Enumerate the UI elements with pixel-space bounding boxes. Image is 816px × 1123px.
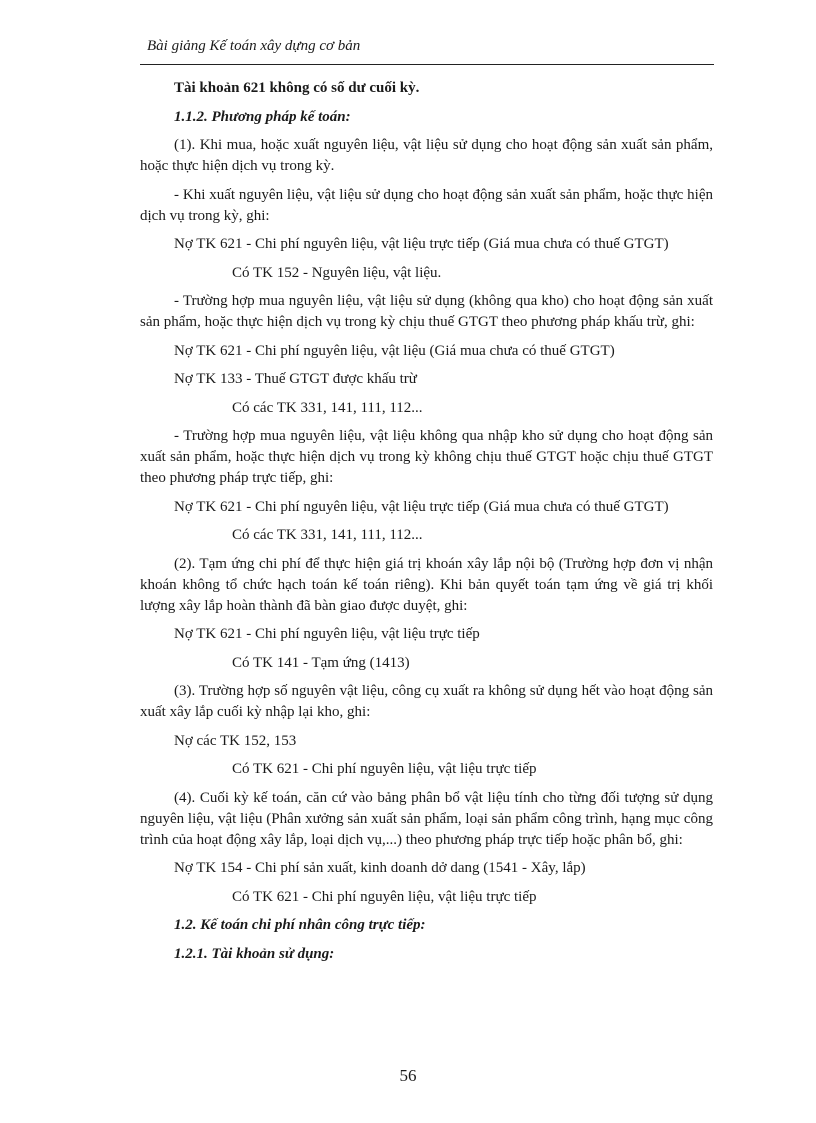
paragraph-account-621-no-balance: Tài khoản 621 không có số dư cuối kỳ. bbox=[174, 80, 420, 96]
running-header: Bài giảng Kế toán xây dựng cơ bản bbox=[147, 38, 361, 54]
entry-credit-cash-accounts: Có các TK 331, 141, 111, 112... bbox=[232, 527, 423, 543]
entry-debit-154: Nợ TK 154 - Chi phí sản xuất, kinh doanh dở dang (1541 - Xây, lắp) bbox=[174, 860, 586, 876]
entry-credit-141: Có TK 141 - Tạm ứng (1413) bbox=[232, 654, 410, 671]
header-divider bbox=[140, 64, 714, 65]
section-heading-1-2-1: 1.2.1. Tài khoản sử dụng: bbox=[174, 945, 335, 962]
section-heading-1-2: 1.2. Kế toán chi phí nhân công trực tiếp: bbox=[174, 917, 426, 933]
paragraph-item-2: (2). Tạm ứng chi phí để thực hiện giá trị khoán xây lắp nội bộ (Trường hợp đơn vị nhận khoán không tổ chức hạch toán kế toán riêng). Khi bản quyết toán tạm ứng về giá trị khối lượng xây lắp hoàn thành đã bàn giao được duyệt, ghi: bbox=[140, 555, 713, 614]
page-body bbox=[140, 78, 713, 972]
paragraph-case-purchase-direct: - Trường hợp mua nguyên liệu, vật liệu không qua nhập kho sử dụng cho hoạt động sản xuất sản phẩm, hoặc thực hiện dịch vụ trong kỳ không chịu thuế GTGT hoặc chịu thuế GTGT theo phương pháp trực tiếp, ghi: bbox=[140, 428, 713, 486]
entry-debit-621: Nợ TK 621 - Chi phí nguyên liệu, vật liệu trực tiếp (Giá mua chưa có thuế GTGT) bbox=[174, 498, 669, 515]
entry-credit-152: Có TK 152 - Nguyên liệu, vật liệu. bbox=[232, 264, 442, 281]
paragraph-case-export: - Khi xuất nguyên liệu, vật liệu sử dụng cho hoạt động sản xuất sản phẩm, hoặc thực hiện dịch vụ trong kỳ, ghi: bbox=[140, 186, 713, 224]
paragraph-item-1: (1). Khi mua, hoặc xuất nguyên liệu, vật liệu sử dụng cho hoạt động sản xuất sản phẩm, hoặc thực hiện dịch vụ trong kỳ. bbox=[140, 137, 713, 174]
entry-debit-621: Nợ TK 621 - Chi phí nguyên liệu, vật liệu trực tiếp bbox=[174, 626, 480, 642]
paragraph-item-3: (3). Trường hợp số nguyên vật liệu, công cụ xuất ra không sử dụng hết vào hoạt động sản xuất xây lắp cuối kỳ nhập lại kho, ghi: bbox=[140, 683, 713, 720]
entry-debit-133: Nợ TK 133 - Thuế GTGT được khấu trừ bbox=[174, 371, 417, 387]
paragraph-case-purchase-deductible: - Trường hợp mua nguyên liệu, vật liệu sử dụng (không qua kho) cho hoạt động sản xuất sản phẩm, hoặc thực hiện dịch vụ trong kỳ chịu thuế GTGT theo phương pháp khấu trừ, ghi: bbox=[140, 293, 713, 330]
entry-debit-152-153: Nợ các TK 152, 153 bbox=[174, 732, 297, 749]
entry-debit-621: Nợ TK 621 - Chi phí nguyên liệu, vật liệu (Giá mua chưa có thuế GTGT) bbox=[174, 342, 615, 359]
section-heading-1-1-2: 1.1.2. Phương pháp kế toán: bbox=[174, 108, 351, 125]
entry-debit-621: Nợ TK 621 - Chi phí nguyên liệu, vật liệu trực tiếp (Giá mua chưa có thuế GTGT) bbox=[174, 236, 669, 252]
entry-credit-621: Có TK 621 - Chi phí nguyên liệu, vật liệu trực tiếp bbox=[232, 888, 537, 905]
paragraph-item-4: (4). Cuối kỳ kế toán, căn cứ vào bảng phân bổ vật liệu tính cho từng đối tượng sử dụng nguyên liệu, vật liệu (Phân xưởng sản xuất sản phẩm, loại sản phẩm công trình, hạng mục công trình của hoạt động xây lắp, loại dịch vụ,...) theo phương pháp trực tiếp hoặc phân bổ, ghi: bbox=[140, 789, 713, 848]
entry-credit-cash-accounts: Có các TK 331, 141, 111, 112... bbox=[232, 399, 423, 416]
page-number: 56 bbox=[399, 1066, 417, 1085]
entry-credit-621: Có TK 621 - Chi phí nguyên liệu, vật liệu trực tiếp bbox=[232, 761, 537, 777]
